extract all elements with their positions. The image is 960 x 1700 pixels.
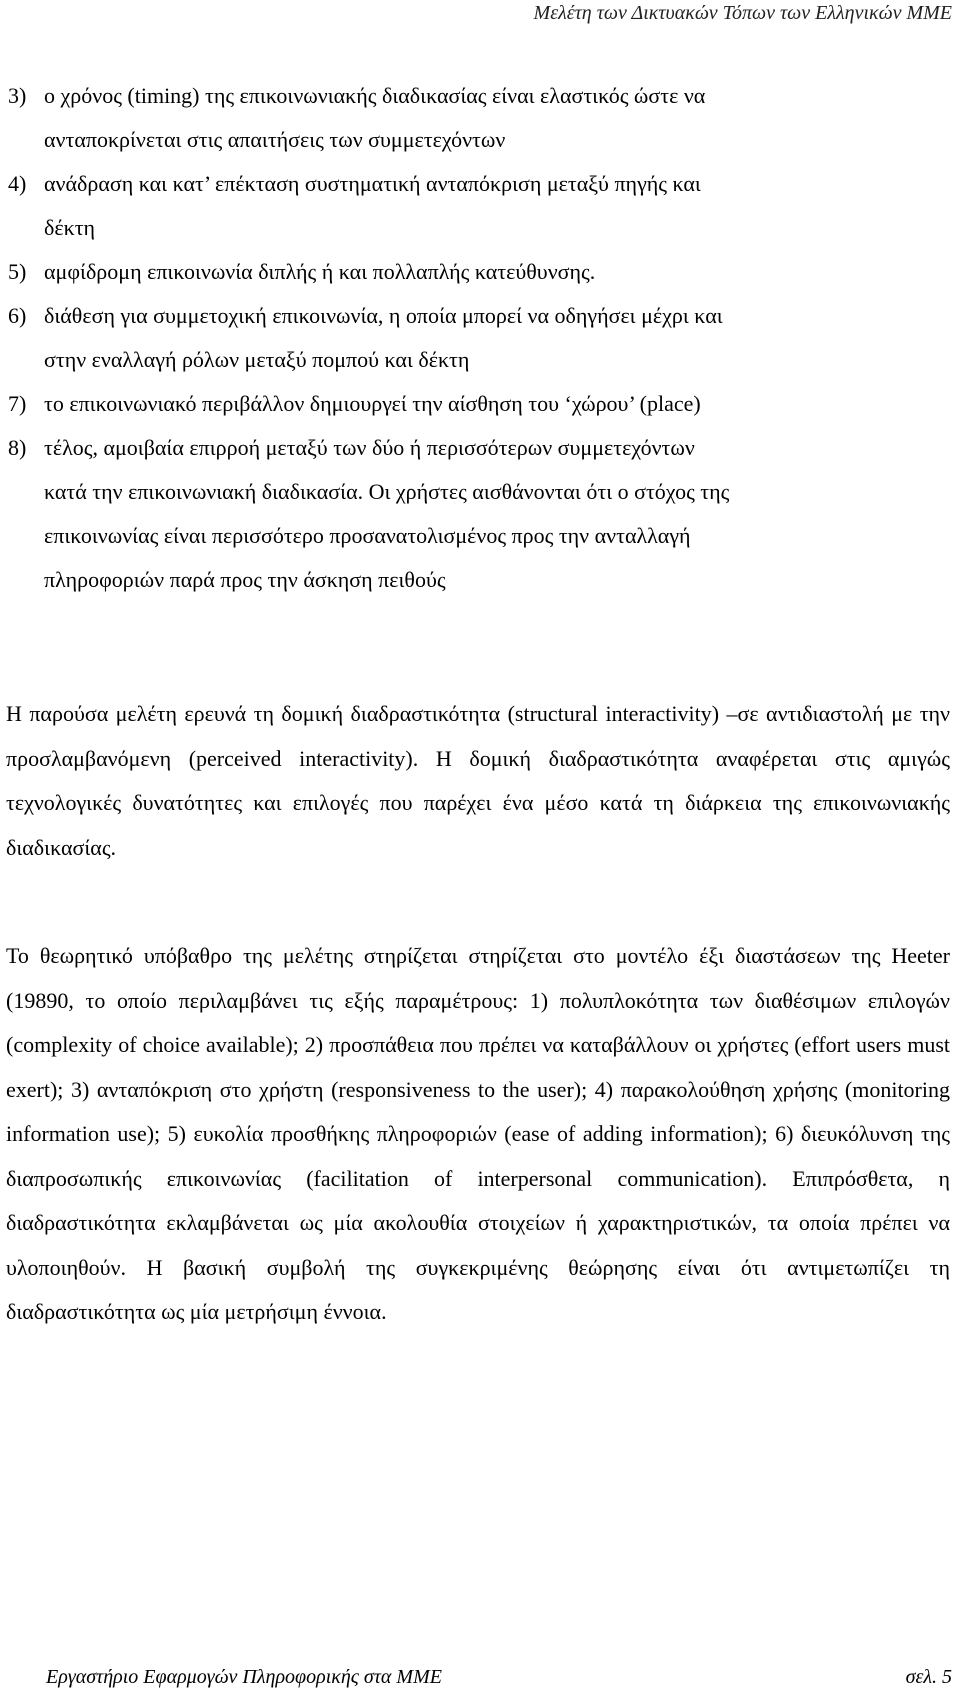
running-header: Μελέτη των Δικτυακών Τόπων των Ελληνικών ΜΜΕ <box>533 2 952 24</box>
list-item-number: 5) <box>8 259 27 284</box>
list-item <box>8 426 948 602</box>
list-item-text: αμφίδρομη επικοινωνία διπλής ή και πολλαπλής κατεύθυνσης. <box>44 259 596 284</box>
list-item <box>8 74 948 162</box>
list-item <box>8 250 948 294</box>
body-paragraph: Το θεωρητικό υπόβαθρο της μελέτης στηρίζεται στηρίζεται στο μοντέλο έξι διαστάσεων της Heeter (19890, το οποίο περιλαμβάνει τις εξής παραμέτρους: 1) πολυπλοκότητα των διαθέσιμων επιλογών (complexity of choice available); 2) προσπάθεια που πρέπει να καταβάλλουν οι χρήστες (effort users must exert); 3) ανταπόκριση στο χρήστη (responsiveness to the user); 4) παρακολούθηση χρήσης (monitoring information use); 5) ευκολία προσθήκης πληροφοριών (ease of adding information); 6) διευκόλυνση της διαπροσωπικής επικοινωνίας (facilitation of interpersonal communication). Επιπρόσθετα, η διαδραστικότητα εκλαμβάνεται ως μία ακολουθία στοιχείων ή χαρακτηριστικών, τα οποία πρέπει να υλοποιηθούν. Η βασική συμβολή της συγκεκριμένης θεώρησης είναι ότι αντιμετωπίζει τη διαδραστικότητα ως μία μετρήσιμη έννοια. <box>6 943 950 1324</box>
list-item-text-continued: επικοινωνίας είναι περισσότερο προσανατολισμένος προς την ανταλλαγή <box>44 523 691 548</box>
list-item <box>8 294 948 382</box>
list-item-number: 4) <box>8 171 27 196</box>
body-paragraph: Η παρούσα μελέτη ερευνά τη δομική διαδραστικότητα (structural interactivity) –σε αντιδιαστολή με την προσλαμβανόμενη (perceived interactivity). Η δομική διαδραστικότητα αναφέρεται στις αμιγώς τεχνολογικές δυνατότητες και επιλογές που παρέχει ένα μέσο κατά τη διάρκεια της επικοινωνιακής διαδικασίας. <box>6 701 950 860</box>
list-item-text: ανάδραση και κατ’ επέκταση συστηματική ανταπόκριση μεταξύ πηγής και <box>44 171 701 196</box>
list-item-text-continued: πληροφοριών παρά προς την άσκηση πειθούς <box>44 567 446 592</box>
list-item-text-continued: κατά την επικοινωνιακή διαδικασία. Οι χρήστες αισθάνονται ότι ο στόχος της <box>44 479 730 504</box>
list-item-text: διάθεση για συμμετοχική επικοινωνία, η οποία μπορεί να οδηγήσει μέχρι και <box>44 303 723 328</box>
footer-lab-name: Εργαστήριο Εφαρμογών Πληροφορικής στα ΜΜΕ <box>46 1666 442 1688</box>
list-item-text-continued: ανταποκρίνεται στις απαιτήσεις των συμμετεχόντων <box>44 127 506 152</box>
list-item-text-continued: δέκτη <box>44 215 96 240</box>
list-item-number: 6) <box>8 303 27 328</box>
list-item-text: ο χρόνος (timing) της επικοινωνιακής διαδικασίας είναι ελαστικός ώστε να <box>44 83 706 108</box>
list-item-text: το επικοινωνιακό περιβάλλον δημιουργεί την αίσθηση του ‘χώρου’ (place) <box>44 391 701 416</box>
list-item-number: 7) <box>8 391 27 416</box>
list-item-text-continued: στην εναλλαγή ρόλων μεταξύ πομπού και δέκτη <box>44 347 470 372</box>
page-number: σελ. 5 <box>905 1666 952 1688</box>
list-item <box>8 382 948 426</box>
list-item <box>8 162 948 250</box>
list-item-number: 8) <box>8 435 27 460</box>
list-item-text: τέλος, αμοιβαία επιρροή μεταξύ των δύο ή περισσότερων συμμετεχόντων <box>44 435 695 460</box>
list-item-number: 3) <box>8 83 27 108</box>
